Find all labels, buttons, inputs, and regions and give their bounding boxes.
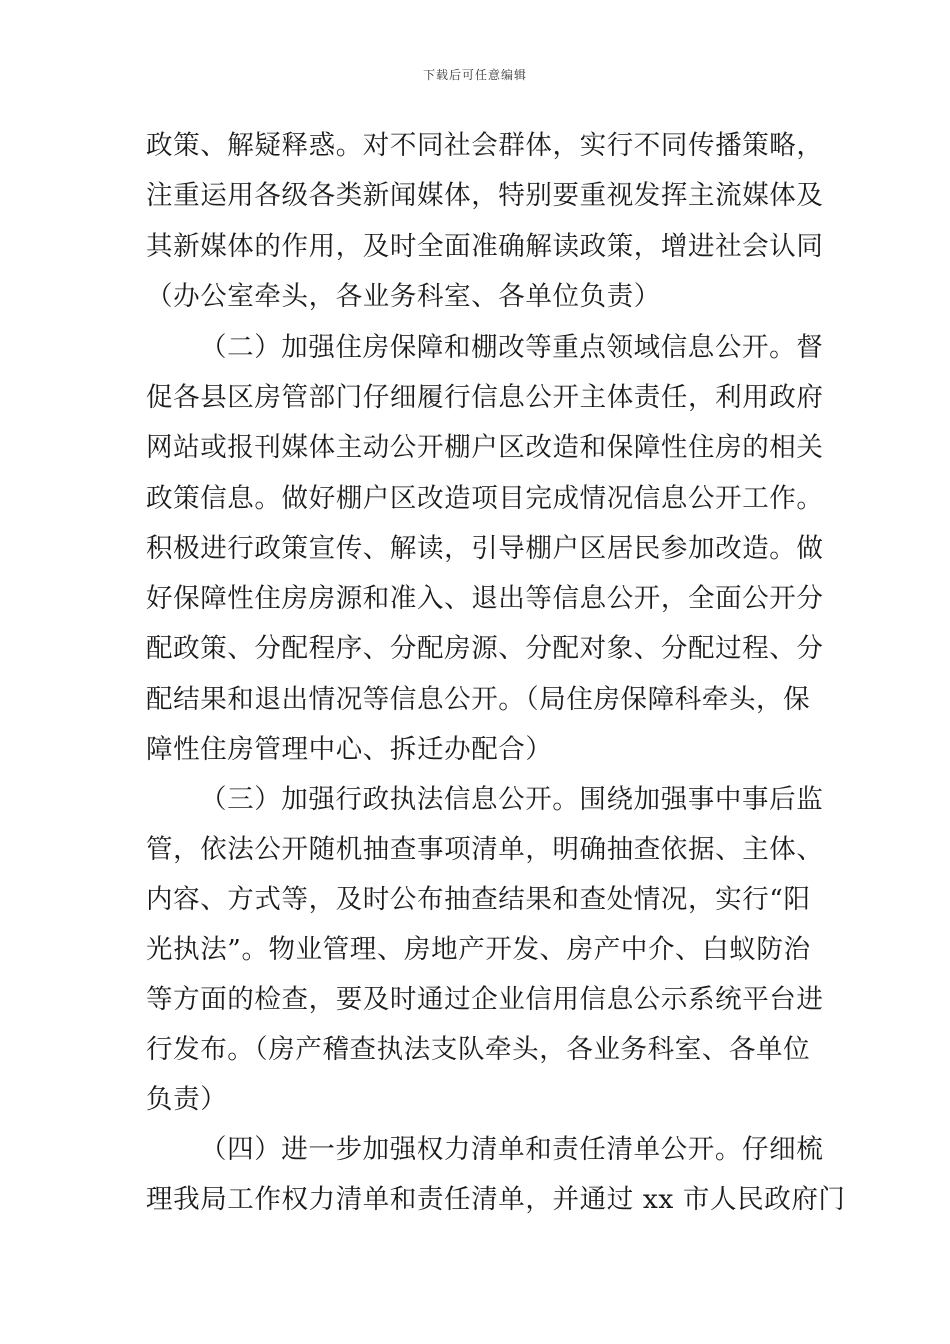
text-line: 好保障性住房房源和准入、退出等信息公开，全面公开分 <box>146 583 824 614</box>
text-line: （办公室牵头，各业务科室、各单位负责） <box>146 281 661 312</box>
text-line: 注重运用各级各类新闻媒体，特别要重视发挥主流媒体及 <box>146 180 824 211</box>
text-line: 内容、方式等，及时公布抽查结果和查处情况，实行“阳 <box>146 884 811 915</box>
text-line: 光执法”。物业管理、房地产开发、房产中介、白蚁防治 <box>146 934 811 965</box>
text-line: （三）加强行政执法信息公开。围绕加强事中事后监 <box>200 784 824 815</box>
text-line: 配政策、分配程序、分配房源、分配对象、分配过程、分 <box>146 633 824 664</box>
text-line: 促各县区房管部门仔细履行信息公开主体责任，利用政府 <box>146 382 824 413</box>
page-header: 下载后可任意编辑 <box>422 68 527 82</box>
text-line: 政策信息。做好棚户区改造项目完成情况信息公开工作。 <box>146 483 824 514</box>
text-line: 配结果和退出情况等信息公开。（局住房保障科牵头，保 <box>146 684 811 715</box>
text-line: 负责） <box>146 1084 228 1115</box>
text-line: （四）进一步加强权力清单和责任清单公开。仔细梳 <box>200 1134 824 1165</box>
text-line: 理我局工作权力清单和责任清单，并通过 xx 市人民政府门 <box>146 1184 846 1215</box>
text-line: 障性住房管理中心、拆迁办配合） <box>146 734 553 765</box>
text-line: 等方面的检查，要及时通过企业信用信息公示系统平台进 <box>146 984 824 1015</box>
text-line: 其新媒体的作用，及时全面准确解读政策，增进社会认同 <box>146 231 824 262</box>
text-line: 积极进行政策宣传、解读，引导棚户区居民参加改造。做 <box>146 533 824 564</box>
text-line: 政策、解疑释惑。对不同社会群体，实行不同传播策略， <box>146 130 824 161</box>
text-line: 网站或报刊媒体主动公开棚户区改造和保障性住房的相关 <box>146 432 824 463</box>
text-line: 管，依法公开随机抽查事项清单，明确抽查依据、主体、 <box>146 834 824 865</box>
text-line: （二）加强住房保障和棚改等重点领域信息公开。督 <box>200 332 824 363</box>
text-line: 行发布。（房产稽查执法支队牵头，各业务科室、各单位 <box>146 1034 811 1065</box>
